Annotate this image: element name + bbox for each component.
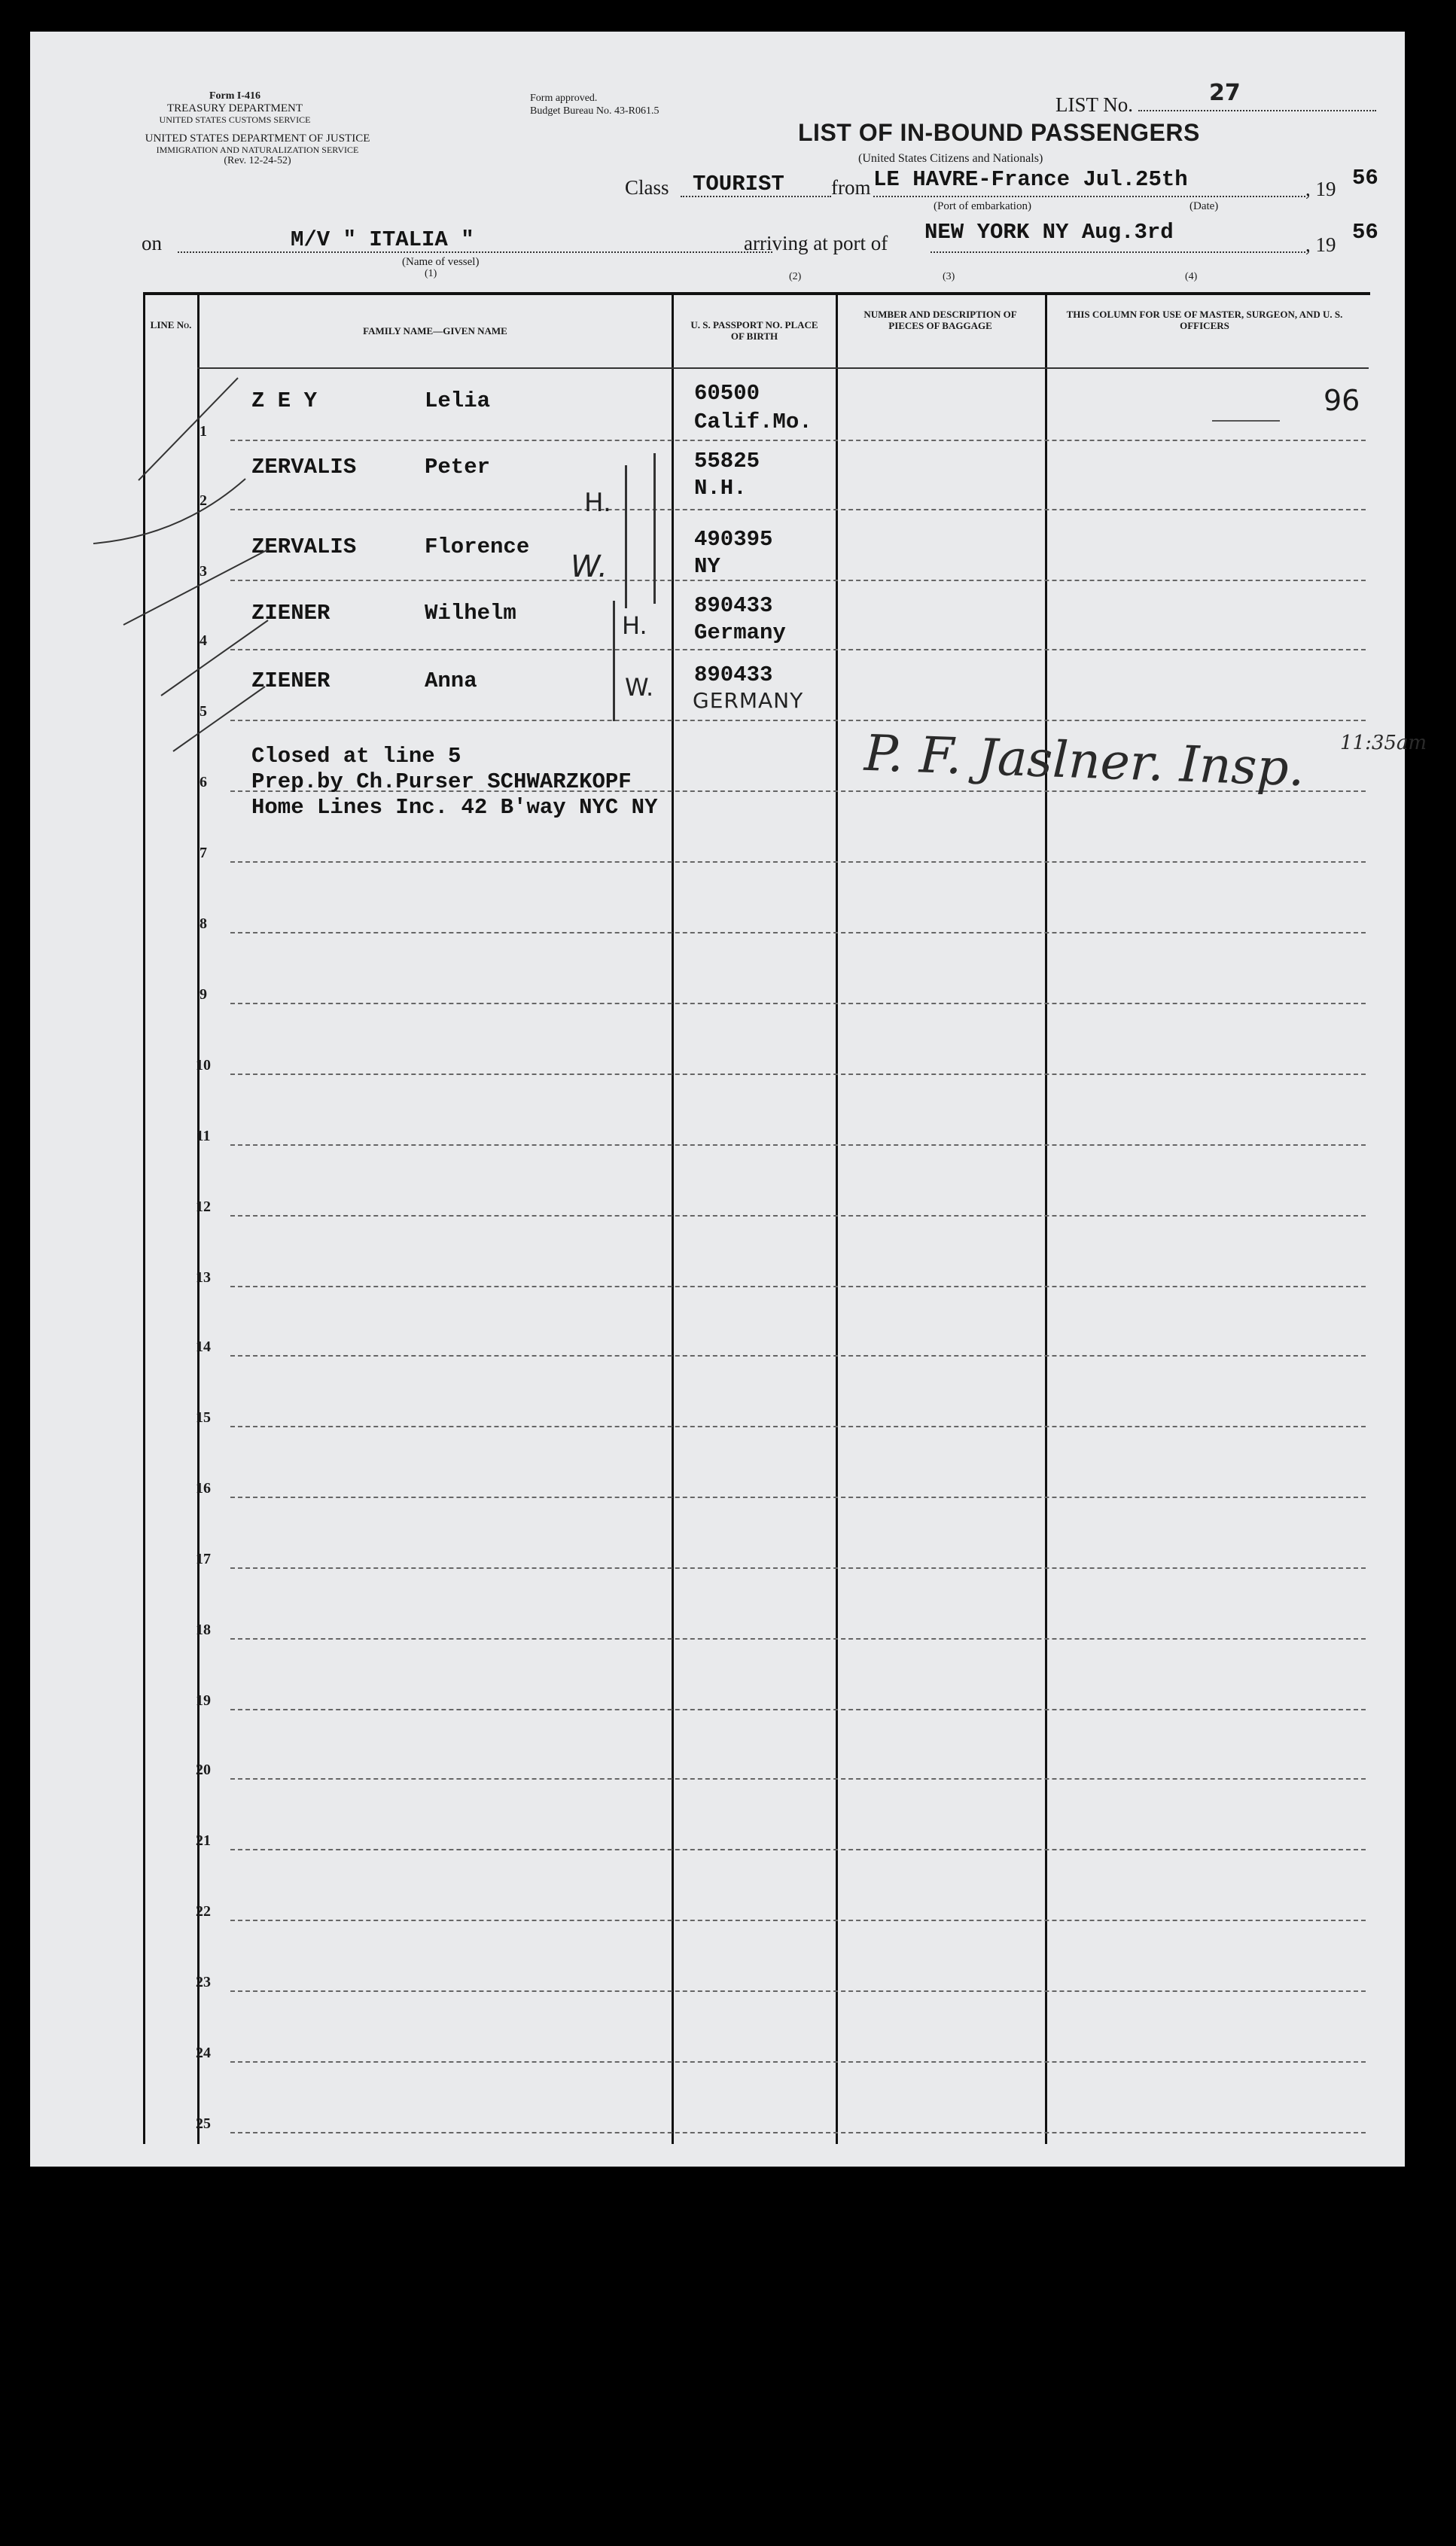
line-number: 11: [196, 1128, 211, 1144]
bracket-mark: [653, 453, 656, 604]
passenger-given-name: Florence: [425, 534, 530, 559]
line-number: 7: [200, 845, 207, 861]
list-number-value: 27: [1209, 80, 1241, 106]
treasury-dept: TREASURY DEPARTMENT: [166, 102, 303, 114]
passenger-family-name: ZERVALIS: [251, 534, 357, 559]
line-number: 17: [196, 1551, 211, 1567]
customs-service: UNITED STATES CUSTOMS SERVICE: [159, 114, 311, 125]
baggage-column-divider: [836, 292, 838, 2144]
line-number: 2: [200, 492, 207, 509]
place-of-birth: Calif.Mo.: [694, 410, 812, 434]
relationship-note: W.: [571, 550, 608, 584]
place-of-birth: N.H.: [694, 476, 747, 501]
row-separator: [230, 1497, 1366, 1498]
passenger-family-name: ZIENER: [251, 601, 330, 626]
check-mark-icon: [90, 476, 248, 551]
passenger-given-name: Lelia: [425, 388, 491, 413]
passenger-family-name: Z E Y: [251, 388, 318, 413]
place-of-birth: NY: [694, 554, 720, 579]
arriving-label: arriving at port of: [744, 232, 888, 254]
row-separator: [230, 932, 1366, 933]
relationship-note: H.: [622, 611, 647, 640]
revision-date: (Rev. 12-24-52): [224, 155, 291, 166]
row-separator: [230, 1426, 1366, 1427]
vessel-caption: (Name of vessel): [402, 256, 480, 268]
column-header-baggage: NUMBER AND DESCRIPTION OF PIECES OF BAGGAGE: [864, 309, 1017, 331]
column-ref-4: (4): [1185, 271, 1198, 282]
passenger-given-name: Wilhelm: [425, 601, 516, 626]
line-number: 5: [200, 703, 207, 720]
row-separator: [230, 509, 1366, 510]
passport-number: 55825: [694, 449, 760, 474]
justice-block: [129, 132, 385, 167]
officers-column-divider: [1045, 292, 1047, 2144]
line-number: 24: [196, 2045, 211, 2061]
line-number: 4: [200, 632, 207, 649]
closing-note: Closed at line 5: [251, 744, 461, 769]
line-number: 18: [196, 1622, 211, 1638]
line-number: 25: [196, 2115, 211, 2132]
on-label: on: [142, 232, 162, 254]
row-separator: [230, 2061, 1366, 2063]
line-number: 19: [196, 1692, 211, 1709]
line-number: 20: [196, 1762, 211, 1778]
port-embarkation-caption: (Port of embarkation): [934, 200, 1031, 212]
line-number: 12: [196, 1198, 211, 1215]
column-ref-1: (1): [425, 268, 437, 279]
approval-block: [530, 92, 659, 117]
company-note: Home Lines Inc. 42 B'way NYC NY: [251, 795, 658, 820]
year-value-2: 56: [1352, 220, 1378, 245]
column-header-passport: U. S. PASSPORT NO. PLACE OF BIRTH: [690, 319, 818, 342]
row-separator: [230, 720, 1366, 721]
form-approved: Form approved.: [530, 93, 598, 104]
bracket-mark: [625, 465, 627, 608]
passport-number: 890433: [694, 593, 773, 618]
page-subtitle: (United States Citizens and Nationals): [858, 152, 1043, 165]
year-value-1: 56: [1352, 166, 1378, 190]
line-number: 3: [200, 563, 207, 580]
year-prefix-1: , 19: [1305, 178, 1336, 200]
list-number-line: [1138, 110, 1376, 111]
row-separator: [230, 649, 1366, 650]
row-separator: [230, 2132, 1366, 2133]
arrival-port-value: NEW YORK NY Aug.3rd: [924, 220, 1174, 245]
form-agency-block: [122, 90, 348, 125]
line-number: 1: [200, 423, 207, 440]
budget-bureau: Budget Bureau No. 43-R061.5: [530, 105, 659, 117]
passenger-family-name: ZERVALIS: [251, 455, 357, 480]
line-number: 6: [200, 774, 207, 790]
row-separator: [230, 861, 1366, 863]
row-separator: [230, 440, 1366, 441]
line-number: 22: [196, 1903, 211, 1920]
row-separator: [230, 1567, 1366, 1569]
passport-number: 60500: [694, 381, 760, 406]
place-of-birth: GERMANY: [693, 688, 804, 713]
row-separator: [230, 1849, 1366, 1850]
line-number: 21: [196, 1832, 211, 1849]
passenger-given-name: Anna: [425, 668, 477, 693]
vessel-line: [178, 251, 772, 253]
margin-number: 96: [1323, 384, 1360, 417]
signature-time: 11:35am: [1340, 732, 1427, 754]
table-top-border: [143, 292, 1370, 295]
column-header-line: LINE No.: [150, 319, 192, 330]
class-value: TOURIST: [693, 172, 784, 196]
line-number: 8: [200, 915, 207, 932]
line-number: 23: [196, 1974, 211, 1990]
row-separator: [230, 1638, 1366, 1640]
page-title: LIST OF IN-BOUND PASSENGERS: [798, 119, 1200, 146]
row-separator: [230, 1144, 1366, 1146]
row-separator: [230, 1778, 1366, 1780]
arrival-line: [931, 251, 1305, 253]
passport-column-divider: [672, 292, 674, 2144]
passenger-given-name: Peter: [425, 455, 491, 480]
justice-dept: UNITED STATES DEPARTMENT OF JUSTICE: [145, 132, 370, 145]
row-separator: [230, 1990, 1366, 1992]
header-bottom-border: [197, 367, 1369, 369]
line-number: 15: [196, 1409, 211, 1426]
row-separator: [230, 580, 1366, 581]
class-label: Class: [625, 176, 669, 199]
line-number: 14: [196, 1338, 211, 1355]
row-separator: [230, 1074, 1366, 1075]
year-prefix-2: , 19: [1305, 233, 1336, 256]
embarkation-value: LE HAVRE-France Jul.25th: [873, 167, 1188, 192]
line-number: 10: [196, 1057, 211, 1074]
row-separator: [230, 1003, 1366, 1004]
row-separator: [230, 1215, 1366, 1217]
list-number-label: LIST No.: [1055, 93, 1134, 116]
line-number: 9: [200, 986, 207, 1003]
from-line: [873, 196, 1305, 197]
column-ref-3: (3): [943, 271, 955, 282]
form-number: Form I-416: [209, 90, 261, 102]
relationship-note: H.: [584, 488, 611, 518]
line-number: 16: [196, 1480, 211, 1497]
row-separator: [230, 1920, 1366, 1921]
check-mark-icon: [136, 375, 241, 488]
margin-dash: [1212, 420, 1280, 422]
from-label: from: [831, 176, 871, 199]
row-separator: [230, 1709, 1366, 1710]
place-of-birth: Germany: [694, 620, 786, 645]
ins-service: IMMIGRATION AND NATURALIZATION SERVICE: [156, 145, 359, 155]
row-separator: [230, 1355, 1366, 1357]
passenger-family-name: ZIENER: [251, 668, 330, 693]
date-caption: (Date): [1189, 200, 1219, 212]
relationship-note: W.: [625, 673, 654, 702]
preparer-note: Prep.by Ch.Purser SCHWARZKOPF: [251, 769, 632, 794]
manifest-sheet: [30, 32, 1427, 2167]
bracket-mark: [613, 601, 615, 721]
passport-number: 890433: [694, 662, 773, 687]
passport-number: 490395: [694, 527, 773, 552]
inspector-signature: P. F. Jaslner. Insp.: [863, 723, 1305, 798]
row-separator: [230, 1286, 1366, 1287]
vessel-name: M/V " ITALIA ": [291, 227, 474, 252]
column-header-name: FAMILY NAME—GIVEN NAME: [363, 325, 507, 337]
column-header-officers: THIS COLUMN FOR USE OF MASTER, SURGEON, AND U. S. OFFICERS: [1066, 309, 1343, 331]
line-number: 13: [196, 1269, 211, 1286]
column-ref-2: (2): [789, 271, 802, 282]
